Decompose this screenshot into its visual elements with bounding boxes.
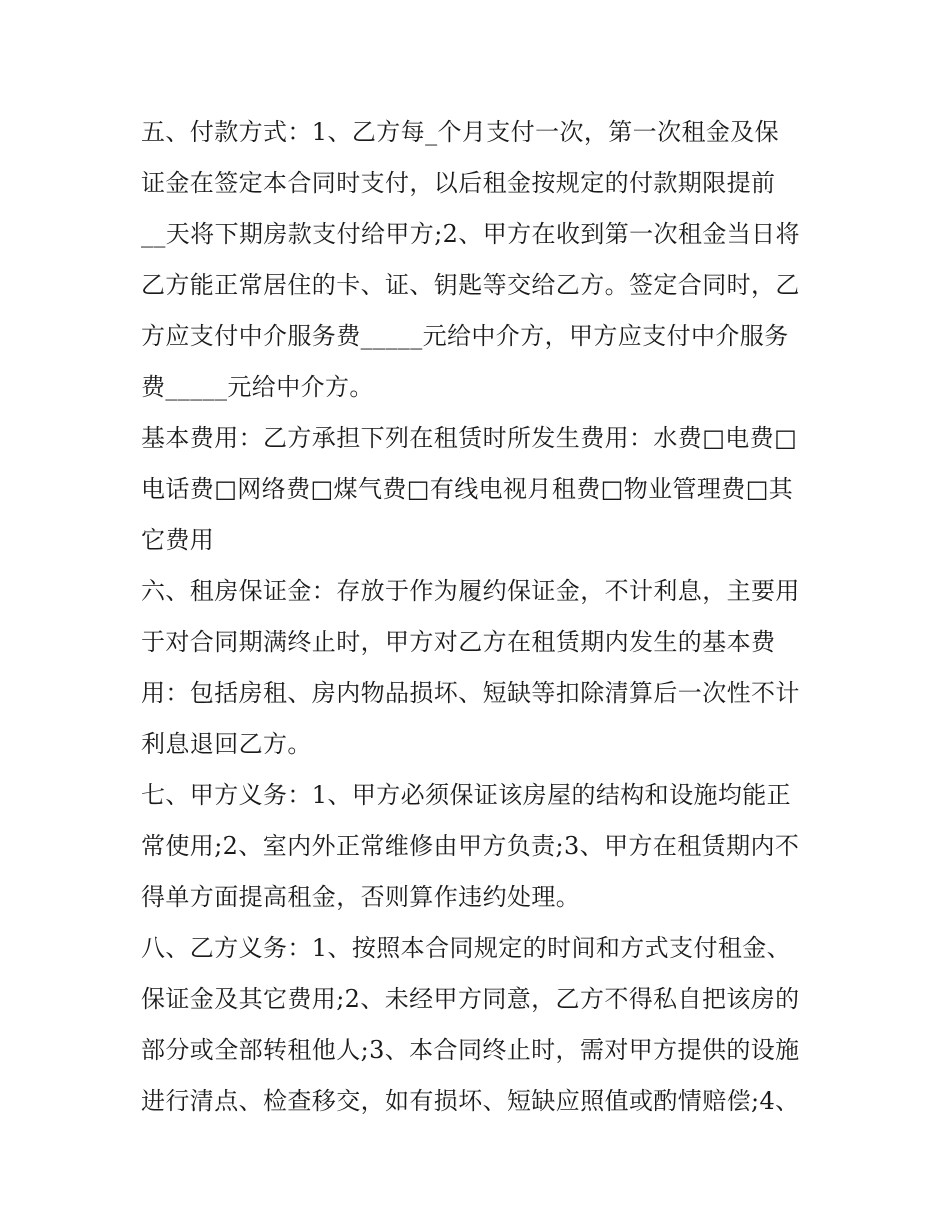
text-line: __天将下期房款支付给甲方;2、甲方在收到第一次租金当日将 — [141, 220, 800, 248]
text-line: 它费用 — [141, 526, 215, 554]
text-line: 保证金及其它费用;2、未经甲方同意，乙方不得私自把该房的 — [141, 985, 800, 1013]
text-line: 用：包括房租、房内物品损坏、短缺等扣除清算后一次性不计 — [141, 679, 800, 707]
text-line: 进行清点、检查移交，如有损坏、短缺应照值或酌情赔偿;4、 — [141, 1087, 800, 1115]
text-line: 方应支付中介服务费_____元给中介方，甲方应支付中介服务 — [141, 322, 789, 350]
text-line: 乙方能正常居住的卡、证、钥匙等交给乙方。签定合同时，乙 — [141, 271, 800, 299]
text-line: 电话费□网络费□煤气费□有线电视月租费□物业管理费□其 — [141, 475, 794, 503]
contract-text-body — [141, 107, 821, 1127]
text-line: 五、付款方式：1、乙方每_个月支付一次，第一次租金及保 — [141, 118, 780, 146]
text-line: 七、甲方义务：1、甲方必须保证该房屋的结构和设施均能正 — [141, 781, 792, 809]
text-line: 证金在签定本合同时支付，以后租金按规定的付款期限提前 — [141, 169, 776, 197]
text-line: 于对合同期满终止时，甲方对乙方在租赁期内发生的基本费 — [141, 628, 776, 656]
text-line: 费_____元给中介方。 — [141, 373, 374, 401]
text-line: 得单方面提高租金，否则算作违约处理。 — [141, 883, 581, 911]
text-line: 六、租房保证金：存放于作为履约保证金，不计利息，主要用 — [141, 577, 800, 605]
text-line: 常使用;2、室内外正常维修由甲方负责;3、甲方在租赁期内不 — [141, 832, 800, 860]
text-line: 基本费用：乙方承担下列在租赁时所发生费用：水费□电费□ — [141, 424, 798, 452]
text-line: 部分或全部转租他人;3、本合同终止时，需对甲方提供的设施 — [141, 1036, 800, 1064]
text-line: 八、乙方义务：1、按照本合同规定的时间和方式支付租金、 — [141, 934, 792, 962]
text-line: 利息退回乙方。 — [141, 730, 312, 758]
